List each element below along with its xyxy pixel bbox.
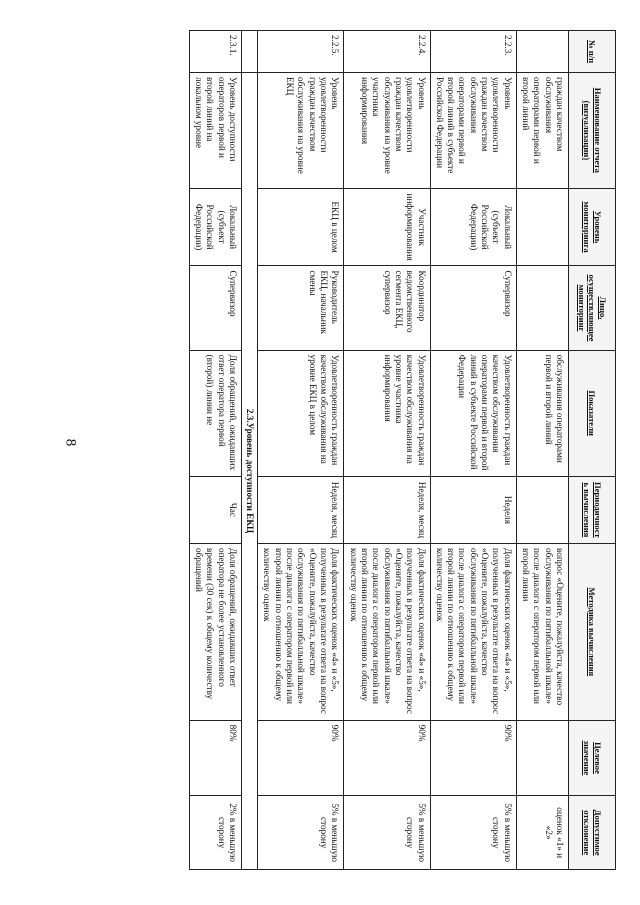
cell-target: 90%: [430, 720, 516, 796]
cell-period: Неделя, месяц: [344, 476, 430, 543]
cell-level: ЕКЦ в целом: [258, 188, 344, 266]
header-indicator: Показатели: [569, 350, 616, 476]
cell-name: Уровень доступности операторов первой и второй линий на локальном уровне: [189, 73, 241, 189]
cell-level: [516, 188, 568, 266]
cell-deviation: оценок «1» и «2»: [516, 796, 568, 870]
table-header-row: [569, 31, 616, 870]
cell-period: [516, 476, 568, 543]
cell-person: Супервизор: [430, 266, 516, 350]
table-row: [516, 31, 568, 870]
cell-person: [516, 266, 568, 350]
cell-num: 2.2.5.: [258, 31, 344, 73]
cell-deviation: 5% в меньшую сторону: [430, 796, 516, 870]
cell-deviation: 5% в меньшую сторону: [344, 796, 430, 870]
header-num: № п/п: [569, 31, 616, 73]
page-number: 8: [62, 438, 79, 447]
cell-name: Уровень удовлетворенности граждан качеством обслуживания на уровне ЕКЦ: [258, 73, 344, 189]
header-target: Целевое значение: [569, 720, 616, 796]
cell-name: Уровень удовлетворенности граждан качеством обслуживания на уровне участника информирования: [344, 73, 430, 189]
cell-target: 90%: [344, 720, 430, 796]
cell-level: Локальный (субъект Российской Федерации): [189, 188, 241, 266]
header-person: Лицо, осуществляющее мониторинг: [569, 266, 616, 350]
cell-deviation: 2% в меньшую сторону: [189, 796, 241, 870]
header-period: Периодичность вычисления: [569, 476, 616, 543]
cell-period: Неделя, месяц: [258, 476, 344, 543]
cell-method: Доля обращений, ожидавших ответ оператора не более установленного времени (30 сек) к общему количеству обращений: [189, 544, 241, 721]
cell-method: вопрос «Оцените, пожалуйста, качество обслуживания по пятибалльной шкале» после диалога с оператором первой или второй линии: [516, 544, 568, 721]
cell-period: Неделя: [430, 476, 516, 543]
cell-num: 2.2.4.: [344, 31, 430, 73]
cell-method: Доля фактических оценок «4» и «5», полученных в результате ответа на вопрос «Оцените, пожалуйста, качество обслуживания по пятибалльной шкале» после диалога с оператором первой или второй линии по отношению к общему количеству оценок: [430, 544, 516, 721]
section-title: 2.3.Уровень доступности ЕКЦ: [241, 73, 257, 870]
cell-indicator: Удовлетворенность граждан качеством обслуживания на уровне ЕКЦ в целом: [258, 350, 344, 476]
cell-target: 80%: [189, 720, 241, 796]
cell-num: 2.2.3.: [430, 31, 516, 73]
monitoring-table: [189, 30, 616, 870]
table-row: [344, 31, 430, 870]
table-row: [430, 31, 516, 870]
cell-name: граждан качеством обслуживания операторами первой и второй линий: [516, 73, 568, 189]
cell-indicator: Доля обращений, ожидавших ответ оператора первой (второй) линии не: [189, 350, 241, 476]
section-row: [241, 31, 257, 870]
cell-target: [516, 720, 568, 796]
header-level: Уровень мониторинга: [569, 188, 616, 266]
table-row: [189, 31, 241, 870]
cell-deviation: 5% в меньшую сторону: [258, 796, 344, 870]
cell-num: [516, 31, 568, 73]
table-row: [258, 31, 344, 870]
header-name: Наименование отчета (визуализации): [569, 73, 616, 189]
cell-level: Локальный (субъект Российской Федерации): [430, 188, 516, 266]
cell-indicator: обслуживания операторами первой и второй линий: [516, 350, 568, 476]
cell-indicator: Удовлетворенность граждан качеством обслуживания операторами первой и второй линий в субъекте Российской Федерации: [430, 350, 516, 476]
header-method: Методика вычисления: [569, 544, 616, 721]
cell-target: 90%: [258, 720, 344, 796]
cell-person: Руководитель ЕКЦ, начальник смены: [258, 266, 344, 350]
cell-name: Уровень удовлетворенности граждан качеством обслуживания операторами первой и второй линий в субъекте Российской Федерации: [430, 73, 516, 189]
cell-indicator: Удовлетворенность граждан качеством обслуживания на уровне участника информирования: [344, 350, 430, 476]
cell-method: Доля фактических оценок «4» и «5», полученных в результате ответа на вопрос «Оцените, пожалуйста, качество обслуживания по пятибалльной шкале» после диалога с оператором первой или второй линии по отношению к общему количеству оценок: [258, 544, 344, 721]
cell-num: 2.3.1.: [189, 31, 241, 73]
cell-method: Доля фактических оценок «4» и «5», полученных в результате ответа на вопрос «Оцените, пожалуйста, качество обслуживания по пятибалльной шкале» после диалога с оператором первой или второй линии по отношению к общему количеству оценок: [344, 544, 430, 721]
cell-level: Участник информирования: [344, 188, 430, 266]
cell-period: Час: [189, 476, 241, 543]
cell-person: Супервизор: [189, 266, 241, 350]
cell-person: Координатор ведомственного сегмента ЕКЦ, супервизор: [344, 266, 430, 350]
header-deviation: Допустимое отклонение: [569, 796, 616, 870]
